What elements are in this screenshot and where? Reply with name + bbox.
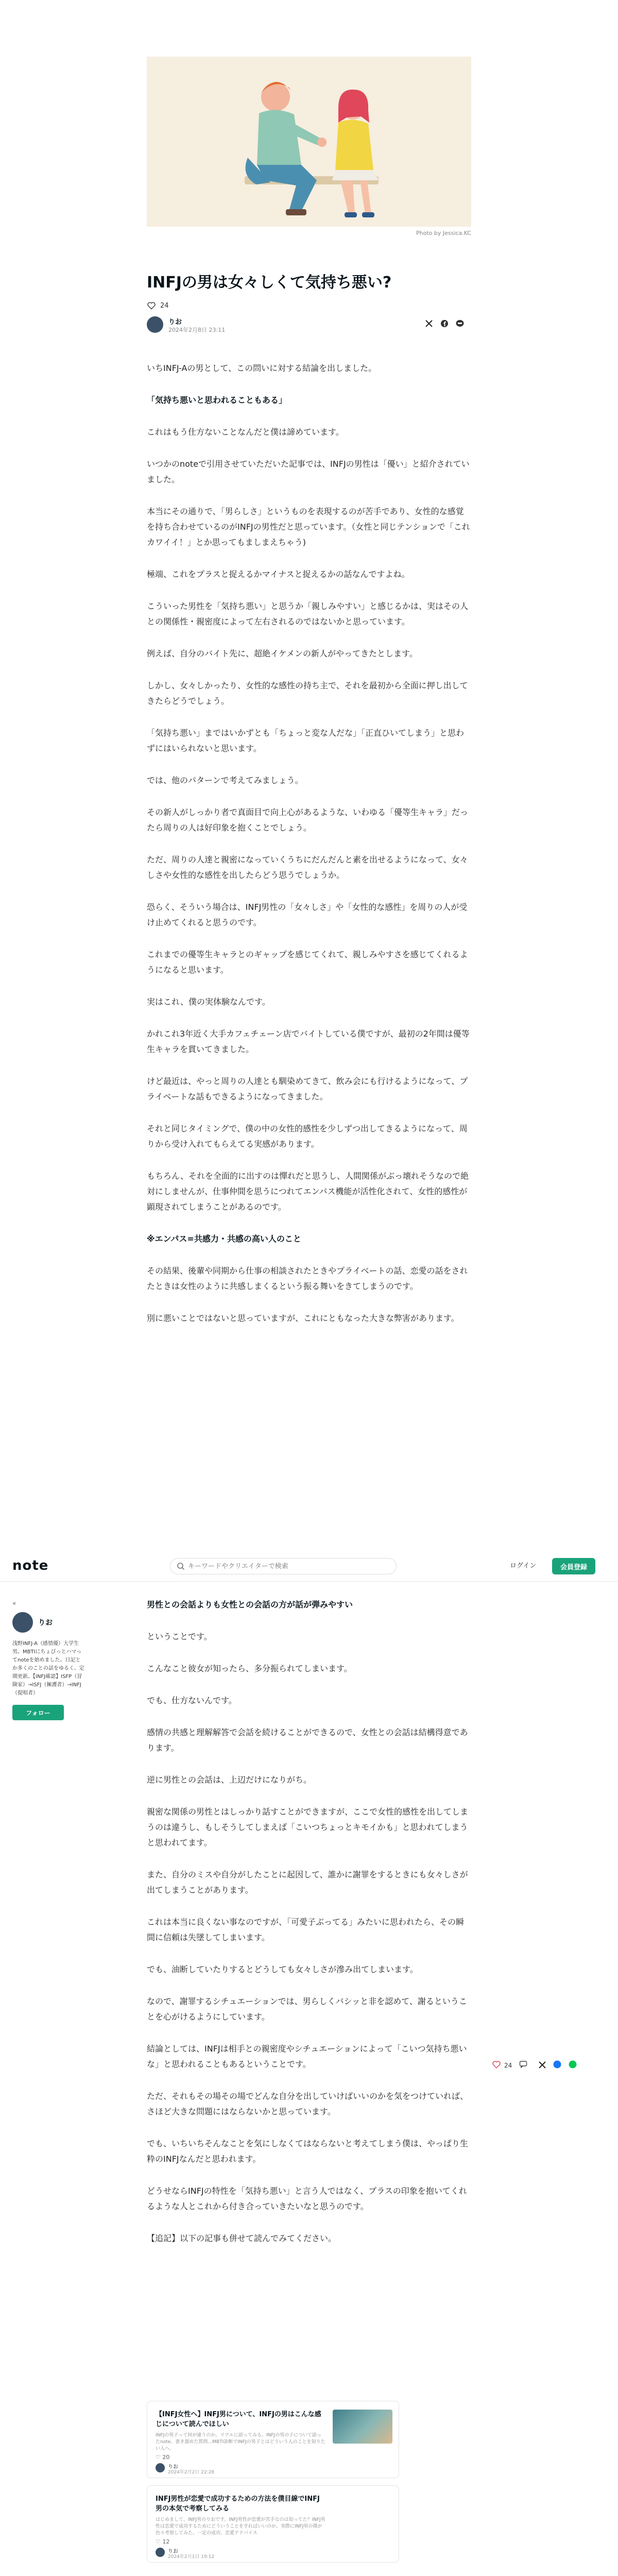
float-x-icon[interactable] — [539, 2061, 546, 2071]
author-name[interactable]: りお — [168, 318, 182, 326]
embed-title: 【INFJ女性へ】INFJ男について、INFJの男はこんな感じについて読んでほしい — [156, 2411, 321, 2428]
article-paragraph: ただ、それもその場その場でどんな自分を出していけばいいのかを気をつけていれば、さほど大きな問題にはならないかと思っています。 — [147, 2091, 469, 2116]
photo-credit: Photo by Jessica.KC — [416, 230, 471, 236]
article-paragraph: なので、謝罪するシチュエーションでは、男らしくバシッと非を認めて、謝るということを心がけるようにしています。 — [147, 1996, 467, 2022]
article-paragraph: 恐らく、そういう場合は、INFJ男性の「女々しさ」や「女性的な感性」を周りの人が受け止めてくれると思うのです。 — [147, 902, 468, 927]
article-paragraph: 「気持ち悪い」まではいかずとも「ちょっと変な人だな」「正直ひいてしまう」と思わずにはいられないと思います。 — [147, 728, 465, 753]
float-facebook-icon[interactable] — [553, 2060, 561, 2071]
publish-date: 2024年2月8日 23:11 — [168, 327, 226, 333]
article-paragraph: 本当にその通りで、「男らしさ」というものを表現するのが苦手であり、女性的な感覚を持ち合わせているのがINFJの男性だと思っています。（女性と同じテンションで「これカワイイ！」とか思ってもましまえちゃう) — [147, 506, 470, 547]
article-paragraph: でも、仕方ないんです。 — [147, 1696, 237, 1705]
note-logo[interactable]: note — [12, 1558, 49, 1573]
collapse-icon[interactable]: « — [12, 1600, 16, 1607]
sidebar-author-name[interactable]: りお — [38, 1619, 53, 1627]
article-title: INFJの男は女々しくて気持ち悪い? — [147, 274, 392, 292]
embed-desc: はじめまして、INFJ男のりおです。INFJ男性が恋愛が苦手なのは知ってた？INFJ男性は恋愛で成功するためにどういうことをすればいいのか。実際にINFJ男の僕が色々考察してみた。一定の成功、恋愛アドバイス — [156, 2517, 325, 2536]
article-paragraph: 逆に男性との会話は、上辺だけになりがち。 — [147, 1775, 312, 1785]
content-fade — [0, 1510, 618, 1551]
heart-icon[interactable] — [147, 301, 156, 310]
login-link[interactable]: ログイン — [510, 1562, 537, 1570]
avatar[interactable] — [147, 316, 163, 333]
search-icon — [177, 1562, 185, 1572]
line-share-icon[interactable] — [456, 319, 464, 330]
article-paragraph: これはもう仕方ないことなんだと僕は諦めています。 — [147, 427, 344, 437]
sidebar-avatar[interactable] — [12, 1612, 33, 1633]
embed-likes: ♡ 12 — [156, 2538, 170, 2545]
facebook-share-icon[interactable] — [440, 319, 449, 330]
article-paragraph: では、他のパターンで考えてみましょう。 — [147, 775, 303, 785]
top-like-count: 24 — [160, 301, 169, 310]
follow-label: フォロー — [26, 1709, 50, 1717]
article-paragraph: その結果、後輩や同期から仕事の相談されたときやプライベートの話、恋愛の話をされたときは女性のように共感しまくるという振る舞いをきてしまうのです。 — [147, 1266, 468, 1291]
article-paragraph: 【追記】以下の記事も併せて読んでみてください。 — [147, 2233, 337, 2243]
float-comment-icon[interactable] — [519, 2060, 527, 2071]
embed-date: 2024年2月1日 19:12 — [168, 2554, 215, 2560]
article-paragraph: 実はこれ、僕の実体験なんです。 — [147, 997, 270, 1007]
article-paragraph: ただ、周りの人達と親密になっていくうちにだんだんと素を出せるようになって、女々しさや女性的な感性を出したらどう思うでしょうか。 — [147, 855, 468, 880]
article-paragraph: それと同じタイミングで、僕の中の女性的感性を少しずつ出してきるようになって、周りから受け入れてもらえてる実感があります。 — [147, 1124, 468, 1149]
article-paragraph: いちINFJ-Aの男として、この問いに対する結論を出しました。 — [147, 363, 377, 373]
article-heading: 男性との会話よりも女性との会話の方が話が弾みやすい — [147, 1600, 353, 1609]
article-paragraph: こういった男性を「気持ち悪い」と思うか「親しみやすい」と感じるかは、実はその人との関係性・親密度によって左右されるのではないかと思っています。 — [147, 601, 469, 626]
embed-like-count: 20 — [162, 2454, 170, 2461]
embed-title: INFJ男性が恋愛で成功するための方法を僕目線でINFJ男の本気で考察してみる — [156, 2495, 320, 2513]
article-paragraph: もちろん、それを全面的に出すのは憚れだと思うし、人間関係がぶっ壊れそうなので絶対にしませんが、仕事仲間を思うにつれてエンパス機能が活性化されて、女性的感性が顕現されてしまうことがあるのです。 — [147, 1171, 469, 1212]
x-share-icon[interactable] — [425, 319, 433, 330]
embed-avatar — [156, 2548, 165, 2557]
author-line — [147, 315, 471, 336]
article-paragraph: 親密な関係の男性とはしっかり話すことができますが、ここで女性的感性を出してしまうのは違うし、もしそうしてしまえば「こいつちょっとキモイかも」と思われてしまうと思われてます。 — [147, 1807, 469, 1848]
float-heart-icon[interactable] — [492, 2060, 501, 2071]
article-paragraph: こんなこと彼女が知ったら、多分振られてしまいます。 — [147, 1664, 352, 1673]
embed-likes: ♡ 20 — [156, 2454, 170, 2461]
article-paragraph: ということです。 — [147, 1632, 212, 1641]
embed-avatar — [156, 2463, 165, 2472]
embed-card-2[interactable] — [147, 2485, 399, 2563]
article-paragraph: また、自分のミスや自分がしたことに起因して、誰かに謝罪をするときにも女々しさが出てしまうことがあります。 — [147, 1870, 468, 1895]
search-box[interactable] — [170, 1558, 397, 1574]
article-paragraph: 結論としては、INFJは相手との親密度やシチュエーションによって「こいつ気持ち悪いな」と思われることもあるということです。 — [147, 2044, 467, 2069]
article-heading: 「気持ち悪いと思われることもある」 — [147, 395, 287, 405]
embed-thumbnail — [333, 2410, 392, 2444]
embed-desc: INFJの男子って何が違うのか。リアルに語ってみる。INFJの男の子について語ったnote。書き溜めた質問…MBTI診断でINFJの男子とはどういう人のことを知りたい人へ。 — [156, 2433, 325, 2451]
author-sidebar — [12, 1600, 84, 1720]
sidebar-bio: 浅野INFJ-A（感情優）大学生男。MBTIにちょびっとハマってnoteを始めました。日記とか多くのことの話をゆるく、定期更新。【INFJ確認】ISFP（冒険家）→ISFJ（擁護者）→INFJ（提唱者） — [12, 1641, 84, 1696]
article-paragraph: その新人がしっかり者で真面目で向上心があるような、いわゆる「優等生キャラ」だったら周りの人は好印象を抱くことでしょう。 — [147, 807, 469, 833]
top-like-group[interactable] — [147, 301, 169, 310]
float-like-count: 24 — [504, 2062, 512, 2069]
embed-card-1[interactable] — [147, 2401, 399, 2478]
signup-button[interactable]: 会員登録 — [552, 1558, 595, 1574]
article-paragraph: でも、いちいちそんなことを気にしなくてはならないと考えてしまう僕は、やっぱり生粋のINFJなんだと思われます。 — [147, 2139, 469, 2164]
article-paragraph: けど最近は、やっと周りの人達とも馴染めてきて、飲み会にも行けるようになって、プライベートな話もできるようになってきました。 — [147, 1076, 468, 1101]
article-paragraph: かれこれ3年近く大手カフェチェーン店でバイトしている僕ですが、最初の2年間は優等生キャラを貫いてきました。 — [147, 1029, 470, 1054]
article-paragraph: どうせならINFJの特性を「気持ち悪い」と言う人ではなく、プラスの印象を抱いてくれるような人とこれから付き合っていきたいなと思うのです。 — [147, 2186, 467, 2211]
article-paragraph: しかし、女々しかったり、女性的な感性の持ち主で、それを最初から全面に押し出してきたらどうでしょう。 — [147, 681, 468, 706]
embed-like-count: 12 — [162, 2538, 170, 2545]
embed-author: りお — [168, 2549, 178, 2554]
search-input[interactable] — [188, 1558, 384, 1574]
article-paragraph: これは本当に良くない事なのですが、「可愛子ぶってる」みたいに思われたら、その瞬間に信頼は失墜してしまいます。 — [147, 1917, 465, 1942]
article-paragraph: 感情の共感と理解解答で会話を続けることができるので、女性との会話は結構得意であります。 — [147, 1727, 468, 1753]
share-icons — [425, 319, 471, 330]
float-line-icon[interactable] — [569, 2060, 577, 2071]
embed-date: 2024年2月2日 22:28 — [168, 2470, 215, 2475]
article-paragraph: 別に悪いことではないと思っていますが、これにともなった大きな弊害があります。 — [147, 1313, 459, 1323]
article-body-part2 — [147, 1597, 471, 2263]
article-heading: ※エンパス=共感力・共感の高い人のこと — [147, 1234, 301, 1244]
hero-illustration — [147, 57, 471, 227]
couple-illustration — [147, 57, 471, 227]
article-paragraph: 例えば、自分のバイト先に、超絶イケメンの新人がやってきたとします。 — [147, 649, 418, 658]
article-paragraph: いつかのnoteで引用させていただいた記事では、INFJの男性は「優い」と紹介されていました。 — [147, 459, 470, 484]
article-paragraph: でも、油断していたりするとどうしても女々しさが滲み出てしまいます。 — [147, 1964, 418, 1974]
article-body-part1 — [147, 361, 471, 1343]
article-paragraph: 極端、これをプラスと捉えるかマイナスと捉えるかの話なんですよね。 — [147, 569, 410, 579]
embed-author: りお — [168, 2464, 178, 2470]
sidebar-follow-button[interactable] — [12, 1705, 64, 1720]
floating-actions — [492, 2060, 577, 2071]
article-paragraph: これまでの優等生キャラとのギャップを感じてくれて、親しみやすさを感じてくれるようになると思います。 — [147, 950, 468, 975]
site-header — [0, 1551, 618, 1582]
